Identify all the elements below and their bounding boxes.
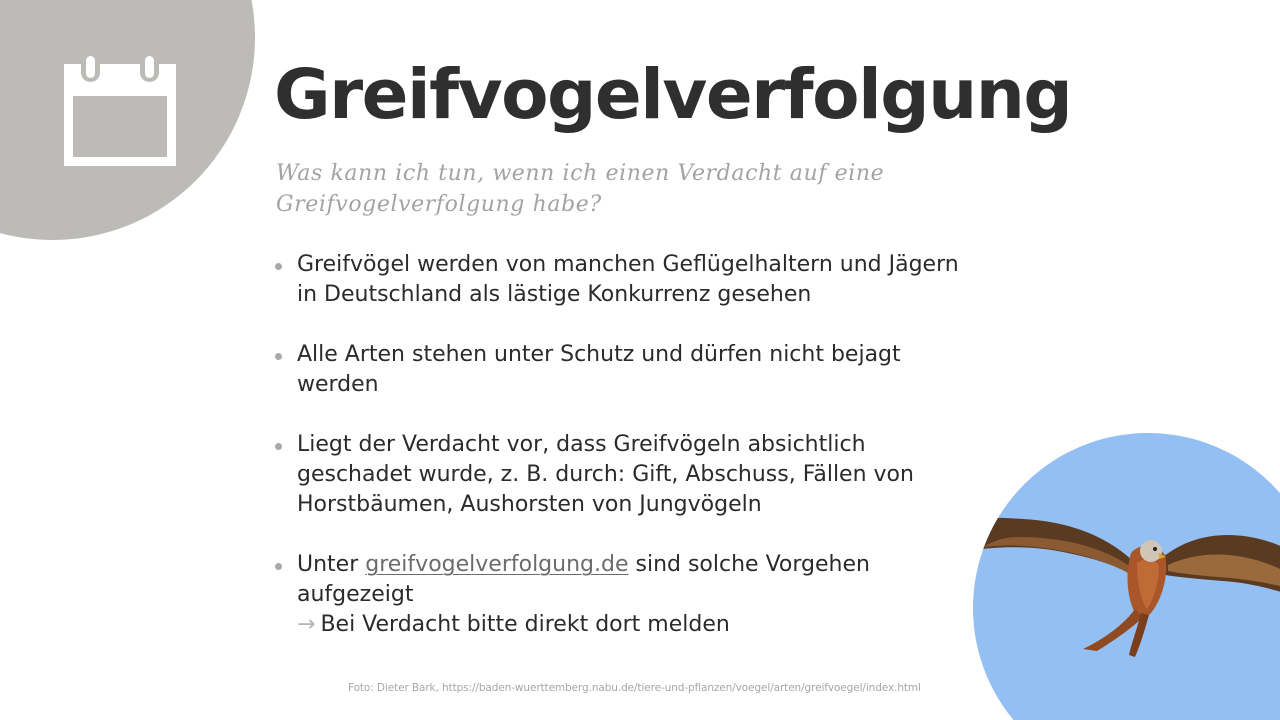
- slide-subtitle: Was kann ich tun, wenn ich einen Verdacht auf eine Greifvogelverfolgung habe?: [276, 161, 885, 217]
- bullet-dot-icon: [275, 563, 282, 570]
- bullet-item: [274, 250, 964, 310]
- calendar-icon: [60, 52, 180, 170]
- slide-title: Greifvogelverfolgung: [274, 55, 1072, 135]
- bullet-item: [274, 340, 964, 400]
- bullet-dot-icon: [275, 353, 282, 360]
- arrow-right-icon: →: [297, 612, 316, 637]
- bullet-dot-icon: [275, 263, 282, 270]
- bullet-item: [274, 550, 964, 640]
- bullet-item: [274, 430, 964, 520]
- bullet-follow-up: Bei Verdacht bitte direkt dort melden: [320, 612, 730, 637]
- red-kite-icon: [973, 433, 1280, 720]
- bullet-text: Alle Arten stehen unter Schutz und dürfen nicht bejagt werden: [297, 342, 901, 397]
- bullet-list: [274, 250, 964, 670]
- red-kite-photo: [973, 433, 1280, 720]
- photo-credit: Foto: Dieter Bark, https://baden-wuerttemberg.nabu.de/tiere-und-pflanzen/voegel/arten/greifvoegel/index.html: [348, 682, 921, 694]
- bullet-text: Liegt der Verdacht vor, dass Greifvögeln absichtlich geschadet wurde, z. B. durch: Gift, Abschuss, Fällen von Horstbäumen, Aushorsten von Jungvögeln: [297, 432, 914, 517]
- bullet-text-prefix: Unter: [297, 552, 366, 577]
- bullet-dot-icon: [275, 443, 282, 450]
- greifvogelverfolgung-link[interactable]: greifvogelverfolgung.de: [365, 552, 629, 577]
- bullet-text-suffix: sind solche Vorgehen aufgezeigt: [297, 552, 870, 607]
- bullet-text: Greifvögel werden von manchen Geflügelhaltern und Jägern in Deutschland als lästige Konkurrenz gesehen: [297, 252, 959, 307]
